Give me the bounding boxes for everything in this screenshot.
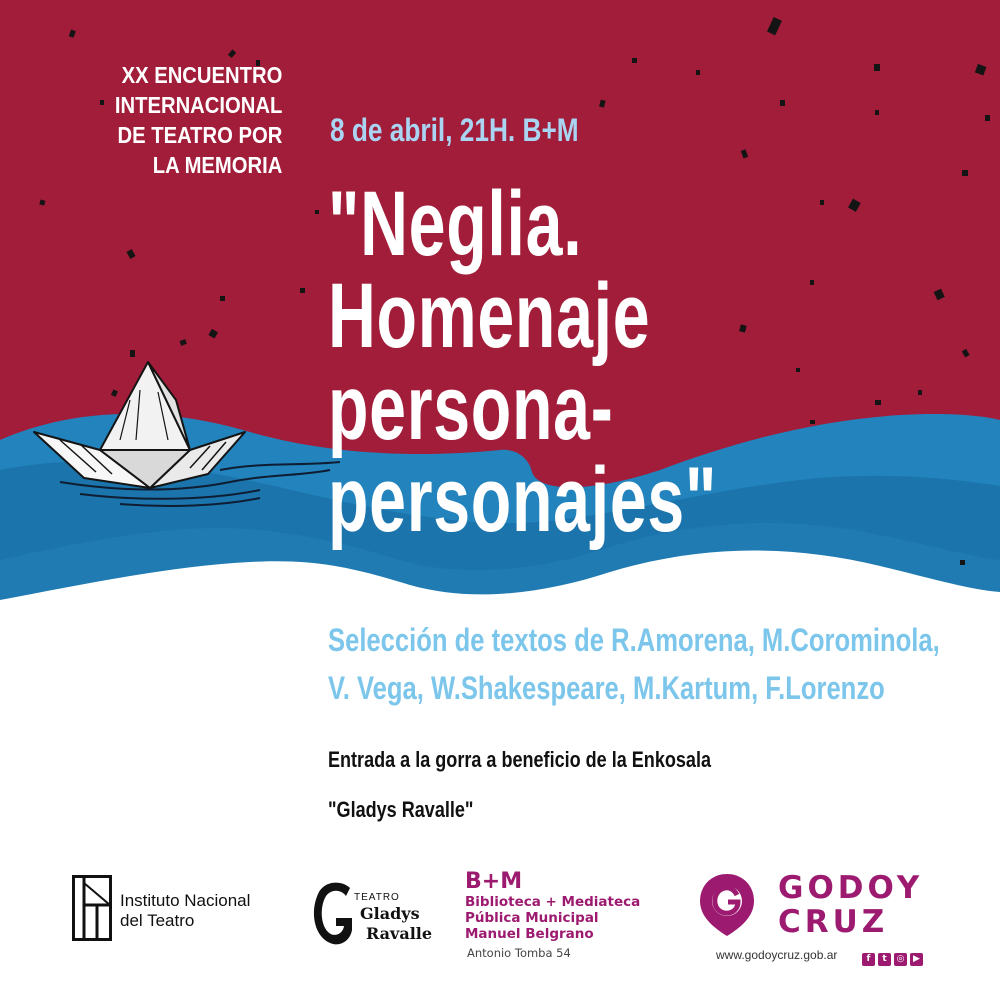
entry-info	[328, 735, 711, 835]
youtube-icon[interactable]: ▶	[910, 953, 923, 966]
instituto-line: Instituto Nacional	[120, 891, 251, 910]
cruz-wordmark: CRUZ	[778, 904, 889, 940]
instituto-line: del Teatro	[120, 911, 195, 930]
festival-line: INTERNACIONAL	[114, 92, 282, 118]
festival-line: XX ENCUENTRO	[121, 62, 283, 88]
bm-line: Pública Municipal	[465, 910, 599, 926]
bm-title: B+M	[465, 869, 523, 894]
festival-line: DE TEATRO POR	[117, 122, 282, 148]
instituto-icon	[72, 875, 112, 941]
title-line: "Neglia.	[328, 173, 583, 275]
event-date: 8 de abril, 21H. B+M	[330, 112, 579, 148]
teatro-g-icon	[310, 878, 358, 948]
twitter-icon[interactable]: t	[878, 953, 891, 966]
teatro-label: TEATRO	[354, 892, 400, 903]
title-line: personajes"	[328, 449, 718, 551]
bm-line: Manuel Belgrano	[465, 926, 594, 942]
title-line: Homenaje	[328, 265, 651, 367]
credits-line: Selección de textos de R.Amorena, M.Corominola,	[328, 622, 940, 658]
teatro-name-line: Gladys	[360, 904, 420, 923]
bm-line: Biblioteca + Mediateca	[465, 894, 641, 910]
festival-name	[114, 60, 282, 180]
title-line: persona-	[328, 357, 614, 459]
credits-line: V. Vega, W.Shakespeare, M.Kartum, F.Lorenzo	[328, 670, 885, 706]
facebook-icon[interactable]: f	[862, 953, 875, 966]
event-title	[328, 173, 718, 551]
social-links	[862, 948, 926, 966]
teatro-gladys-ravalle-logo	[310, 878, 433, 958]
instituto-name	[120, 891, 250, 931]
godoy-wordmark: GODOY	[778, 870, 924, 906]
entry-line: Entrada a la gorra a beneficio de la Enkosala	[328, 747, 711, 772]
instagram-icon[interactable]: ◎	[894, 953, 907, 966]
location-pin-icon	[698, 872, 756, 938]
teatro-name-line: Ravalle	[366, 924, 433, 943]
bm-address: Antonio Tomba 54	[467, 946, 571, 960]
bm-library-logo	[465, 870, 640, 960]
entry-line: "Gladys Ravalle"	[328, 797, 474, 822]
website-link[interactable]: www.godoycruz.gob.ar	[716, 948, 838, 962]
text-selection-credits	[328, 616, 940, 712]
festival-line: LA MEMORIA	[152, 152, 282, 178]
